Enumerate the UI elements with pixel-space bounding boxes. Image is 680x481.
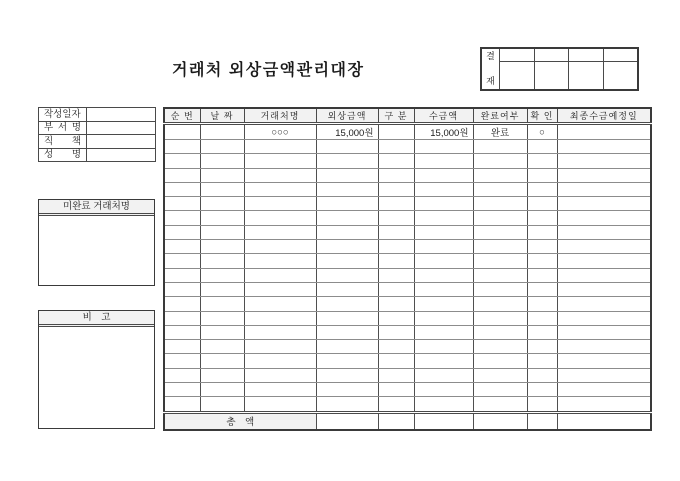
approval-sign-cell-role-3 [603,48,638,62]
ledger-cell-12-0 [164,297,200,311]
ledger-cell-18-6 [473,383,527,397]
ledger-row-2 [164,154,651,168]
ledger-cell-18-4 [378,383,414,397]
ledger-cell-8-8 [557,240,651,254]
ledger-cell-4-8 [557,182,651,196]
ledger-cell-9-5 [414,254,473,268]
ledger-cell-5-2 [244,197,316,211]
ledger-cell-16-5 [414,354,473,368]
ledger-cell-4-6 [473,182,527,196]
ledger-total-row [164,412,651,430]
ledger-header-cell-3: 외상금액 [316,108,378,124]
ledger-cell-12-8 [557,297,651,311]
ledger-cell-10-1 [200,268,244,282]
ledger-cell-18-2 [244,383,316,397]
ledger-cell-2-2 [244,154,316,168]
ledger-total-value-2 [414,412,473,430]
ledger-cell-15-0 [164,340,200,354]
ledger-cell-3-0 [164,168,200,182]
ledger-cell-2-7 [527,154,557,168]
ledger-cell-17-5 [414,368,473,382]
ledger-cell-5-1 [200,197,244,211]
ledger-cell-17-4 [378,368,414,382]
ledger-cell-2-6 [473,154,527,168]
ledger-header-cell-1: 날 짜 [200,108,244,124]
ledger-cell-4-2 [244,182,316,196]
ledger-row-12 [164,297,651,311]
ledger-header-row [164,108,651,124]
ledger-cell-1-0 [164,140,200,154]
ledger-cell-11-2 [244,282,316,296]
ledger-cell-7-8 [557,225,651,239]
ledger-cell-4-4 [378,182,414,196]
ledger-cell-11-0 [164,282,200,296]
ledger-cell-16-2 [244,354,316,368]
ledger-cell-18-5 [414,383,473,397]
ledger-row-17 [164,368,651,382]
ledger-cell-8-4 [378,240,414,254]
ledger-cell-13-6 [473,311,527,325]
ledger-cell-0-6: 완료 [473,124,527,140]
ledger-cell-3-3 [316,168,378,182]
ledger-cell-13-4 [378,311,414,325]
ledger-cell-15-6 [473,340,527,354]
ledger-cell-14-8 [557,325,651,339]
writer-info-label-2: 직 책 [39,135,87,149]
ledger-row-7 [164,225,651,239]
ledger-cell-10-3 [316,268,378,282]
ledger-body [164,124,651,413]
ledger-header-cell-0: 순 번 [164,108,200,124]
ledger-total-label: 총 액 [164,412,316,430]
ledger-cell-1-3 [316,140,378,154]
ledger-cell-3-5 [414,168,473,182]
ledger-cell-19-6 [473,397,527,412]
ledger-cell-7-4 [378,225,414,239]
ledger-cell-18-8 [557,383,651,397]
ledger-header-cell-5: 수금액 [414,108,473,124]
ledger-cell-16-0 [164,354,200,368]
ledger-cell-8-6 [473,240,527,254]
ledger-cell-15-2 [244,340,316,354]
ledger-total-value-4 [527,412,557,430]
ledger-cell-0-3: 15,000원 [316,124,378,140]
ledger-cell-2-8 [557,154,651,168]
ledger-cell-0-2: ○○○ [244,124,316,140]
ledger-row-15 [164,340,651,354]
ledger-cell-9-7 [527,254,557,268]
ledger-cell-17-7 [527,368,557,382]
ledger-cell-8-0 [164,240,200,254]
ledger-cell-19-2 [244,397,316,412]
ledger-cell-19-4 [378,397,414,412]
ledger-cell-6-4 [378,211,414,225]
ledger-cell-15-3 [316,340,378,354]
ledger-cell-1-2 [244,140,316,154]
ledger-cell-6-8 [557,211,651,225]
ledger-cell-6-0 [164,211,200,225]
writer-info-row [39,108,156,122]
ledger-header-cell-6: 완료여부 [473,108,527,124]
ledger-cell-3-1 [200,168,244,182]
ledger-cell-3-8 [557,168,651,182]
ledger-cell-8-5 [414,240,473,254]
ledger-row-13 [164,311,651,325]
ledger-cell-15-1 [200,340,244,354]
remarks-content [39,327,154,428]
ledger-cell-5-0 [164,197,200,211]
ledger-cell-15-8 [557,340,651,354]
ledger-cell-6-3 [316,211,378,225]
ledger-cell-19-1 [200,397,244,412]
ledger-cell-9-1 [200,254,244,268]
ledger-cell-19-8 [557,397,651,412]
ledger-cell-14-2 [244,325,316,339]
ledger-cell-9-8 [557,254,651,268]
ledger-cell-7-2 [244,225,316,239]
ledger-cell-10-7 [527,268,557,282]
ledger-cell-1-4 [378,140,414,154]
ledger-cell-13-5 [414,311,473,325]
approval-label-bottom: 재 [486,76,495,86]
ledger-cell-11-4 [378,282,414,296]
ledger-cell-16-7 [527,354,557,368]
page-title: 거래처 외상금액관리대장 [172,62,365,79]
ledger-cell-2-3 [316,154,378,168]
ledger-cell-11-8 [557,282,651,296]
ledger-cell-13-1 [200,311,244,325]
ledger-cell-14-1 [200,325,244,339]
ledger-cell-16-4 [378,354,414,368]
ledger-total-value-0 [316,412,378,430]
ledger-row-10 [164,268,651,282]
ledger-cell-14-0 [164,325,200,339]
ledger-cell-6-2 [244,211,316,225]
ledger-cell-5-5 [414,197,473,211]
ledger-cell-14-7 [527,325,557,339]
ledger-cell-2-4 [378,154,414,168]
ledger-cell-9-3 [316,254,378,268]
ledger-cell-0-5: 15,000원 [414,124,473,140]
ledger-row-19 [164,397,651,412]
approval-box [480,47,639,91]
ledger-cell-6-7 [527,211,557,225]
ledger-cell-11-3 [316,282,378,296]
ledger-row-1 [164,140,651,154]
writer-info-row [39,121,156,135]
ledger-cell-18-1 [200,383,244,397]
ledger-cell-14-5 [414,325,473,339]
ledger-row-3 [164,168,651,182]
ledger-cell-10-5 [414,268,473,282]
ledger-row-4 [164,182,651,196]
ledger-cell-4-7 [527,182,557,196]
ledger-header-cell-8: 최종수금예정일 [557,108,651,124]
ledger-cell-8-7 [527,240,557,254]
ledger-row-16 [164,354,651,368]
ledger-cell-7-3 [316,225,378,239]
writer-info-row [39,135,156,149]
ledger-cell-12-4 [378,297,414,311]
ledger-cell-2-5 [414,154,473,168]
writer-info-body [39,108,156,162]
approval-label-top: 결 [486,51,495,61]
ledger-cell-11-5 [414,282,473,296]
ledger-cell-2-1 [200,154,244,168]
incomplete-clients-title: 미완료 거래처명 [39,200,154,216]
ledger-cell-14-4 [378,325,414,339]
ledger-cell-12-5 [414,297,473,311]
ledger-cell-9-2 [244,254,316,268]
approval-table [480,47,639,91]
approval-sign-cell-sign-1 [534,62,569,90]
ledger-cell-7-6 [473,225,527,239]
approval-sign-cell-role-2 [569,48,604,62]
ledger-total-value-1 [378,412,414,430]
ledger-cell-18-7 [527,383,557,397]
ledger-row-9 [164,254,651,268]
ledger-row-6 [164,211,651,225]
ledger-cell-19-5 [414,397,473,412]
approval-stamp-label [481,48,500,90]
ledger-row-8 [164,240,651,254]
ledger-cell-3-7 [527,168,557,182]
ledger-cell-11-6 [473,282,527,296]
writer-info-label-0: 작성일자 [39,108,87,122]
ledger-cell-0-8 [557,124,651,140]
ledger-cell-12-7 [527,297,557,311]
writer-info-label-3: 성 명 [39,148,87,162]
ledger-cell-4-5 [414,182,473,196]
ledger-cell-15-4 [378,340,414,354]
ledger-row-5 [164,197,651,211]
approval-sign-cell-role-0 [500,48,535,62]
ledger-cell-6-5 [414,211,473,225]
approval-sign-cell-role-1 [534,48,569,62]
writer-info-value-2 [87,135,156,149]
ledger-cell-13-0 [164,311,200,325]
ledger-cell-3-4 [378,168,414,182]
ledger-cell-4-1 [200,182,244,196]
ledger-cell-9-0 [164,254,200,268]
ledger-cell-10-8 [557,268,651,282]
ledger-cell-0-0 [164,124,200,140]
writer-info-label-1: 부 서 명 [39,121,87,135]
ledger-cell-14-3 [316,325,378,339]
ledger-cell-11-1 [200,282,244,296]
ledger-cell-3-2 [244,168,316,182]
ledger-cell-8-2 [244,240,316,254]
approval-sign-cell-sign-2 [569,62,604,90]
ledger-table [163,107,652,431]
ledger-cell-1-8 [557,140,651,154]
ledger-cell-16-1 [200,354,244,368]
ledger-cell-14-6 [473,325,527,339]
ledger-cell-17-3 [316,368,378,382]
ledger-cell-7-0 [164,225,200,239]
writer-info-table [38,107,156,162]
ledger-cell-11-7 [527,282,557,296]
ledger-cell-5-3 [316,197,378,211]
ledger-cell-15-7 [527,340,557,354]
ledger-cell-12-3 [316,297,378,311]
incomplete-clients-content [39,216,154,285]
ledger-cell-13-3 [316,311,378,325]
ledger-cell-1-1 [200,140,244,154]
ledger-cell-12-1 [200,297,244,311]
ledger-cell-10-2 [244,268,316,282]
ledger-cell-7-1 [200,225,244,239]
ledger-cell-8-1 [200,240,244,254]
ledger-cell-9-4 [378,254,414,268]
ledger-cell-7-5 [414,225,473,239]
writer-info-row [39,148,156,162]
ledger-cell-16-8 [557,354,651,368]
ledger-cell-19-0 [164,397,200,412]
ledger-cell-18-3 [316,383,378,397]
ledger-cell-1-5 [414,140,473,154]
ledger-cell-12-6 [473,297,527,311]
ledger-cell-13-2 [244,311,316,325]
ledger-cell-1-7 [527,140,557,154]
ledger-cell-0-4 [378,124,414,140]
ledger-cell-13-7 [527,311,557,325]
ledger-cell-8-3 [316,240,378,254]
ledger-cell-5-7 [527,197,557,211]
ledger-cell-19-7 [527,397,557,412]
ledger-row-18 [164,383,651,397]
ledger-cell-18-0 [164,383,200,397]
ledger-cell-7-7 [527,225,557,239]
ledger-cell-10-6 [473,268,527,282]
approval-sign-cell-sign-0 [500,62,535,90]
ledger-total-value-5 [557,412,651,430]
remarks-box [38,310,155,429]
ledger-cell-4-3 [316,182,378,196]
ledger-cell-17-8 [557,368,651,382]
ledger-cell-16-3 [316,354,378,368]
approval-sign-cell-sign-3 [603,62,638,90]
ledger-cell-17-2 [244,368,316,382]
ledger-cell-6-1 [200,211,244,225]
ledger-row-11 [164,282,651,296]
ledger-cell-2-0 [164,154,200,168]
writer-info-value-1 [87,121,156,135]
ledger-cell-1-6 [473,140,527,154]
ledger-cell-19-3 [316,397,378,412]
writer-info-value-0 [87,108,156,122]
ledger-row-14 [164,325,651,339]
ledger-cell-10-0 [164,268,200,282]
ledger-cell-17-0 [164,368,200,382]
ledger-cell-16-6 [473,354,527,368]
ledger-cell-5-8 [557,197,651,211]
ledger-cell-17-6 [473,368,527,382]
ledger-total-value-3 [473,412,527,430]
ledger-row-0 [164,124,651,140]
ledger-cell-3-6 [473,168,527,182]
ledger-cell-6-6 [473,211,527,225]
writer-info-value-3 [87,148,156,162]
ledger-header-cell-2: 거래처명 [244,108,316,124]
ledger-cell-0-1 [200,124,244,140]
ledger-cell-15-5 [414,340,473,354]
ledger-cell-12-2 [244,297,316,311]
ledger-cell-4-0 [164,182,200,196]
incomplete-clients-box [38,199,155,286]
ledger-cell-0-7: ○ [527,124,557,140]
ledger-cell-10-4 [378,268,414,282]
ledger-cell-9-6 [473,254,527,268]
ledger-header-cell-4: 구 분 [378,108,414,124]
ledger-cell-17-1 [200,368,244,382]
ledger-header-cell-7: 확 인 [527,108,557,124]
remarks-title: 비 고 [39,311,154,327]
ledger-cell-5-6 [473,197,527,211]
ledger-cell-13-8 [557,311,651,325]
ledger-cell-5-4 [378,197,414,211]
